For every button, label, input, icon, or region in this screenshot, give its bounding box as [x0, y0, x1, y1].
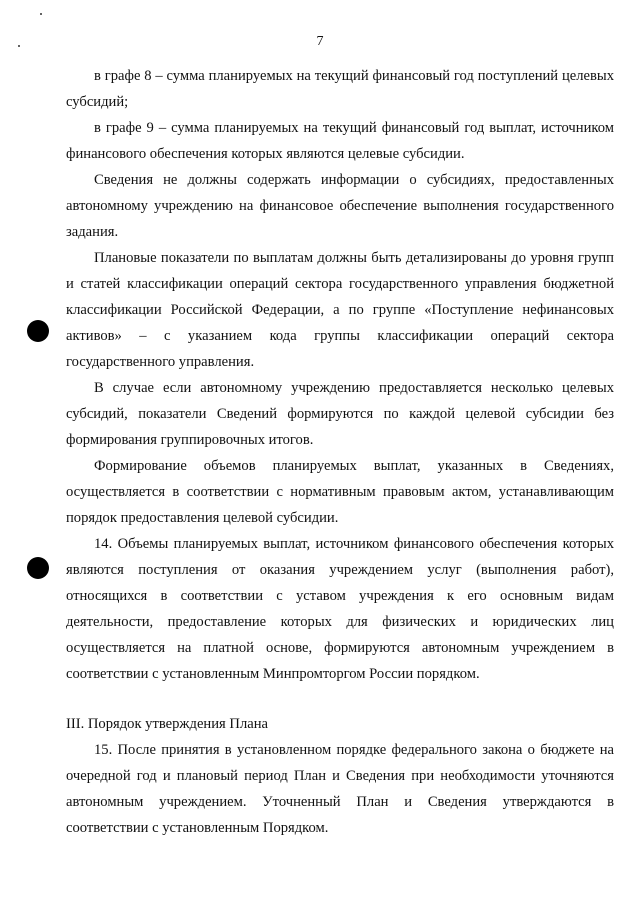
- paragraph-graph-8: в графе 8 – сумма планируемых на текущий финансовый год поступлений целевых субсидий;: [66, 68, 614, 110]
- paragraph-item-15: 15. После принятия в установленном порядке федерального закона о бюджете на очередной год и плановый период План и Сведения при необходимости уточняются автономным учреждением. Уточненный План и Сведения утверждаются в соответствии с установленным Порядком.: [66, 742, 614, 836]
- punch-hole-upper: [27, 320, 49, 342]
- section-title: III. Порядок утверждения Плана: [66, 716, 268, 732]
- page-number: 7: [316, 34, 324, 49]
- paragraph-payment-volumes: Формирование объемов планируемых выплат, указанных в Сведениях, осуществляется в соответствии с нормативным правовым актом, устанавливающим порядок предоставления целевой субсидии.: [66, 458, 614, 526]
- paragraph-multiple-subsidies: В случае если автономному учреждению предоставляется несколько целевых субсидий, показатели Сведений формируются по каждой целевой субсидии без формирования группировочных итогов.: [66, 380, 614, 448]
- document-body: [66, 63, 614, 841]
- paragraph-graph-9: в графе 9 – сумма планируемых на текущий финансовый год выплат, источником финансового обеспечения которых являются целевые субсидии.: [66, 120, 614, 162]
- punch-hole-lower: [27, 557, 49, 579]
- paragraph-item-14: 14. Объемы планируемых выплат, источником финансового обеспечения которых являются поступления от оказания учреждением услуг (выполнения работ), относящихся в соответствии с уставом учреждения к его основным видам деятельности, предоставление которых для физических и юридических лиц осуществляется на платной основе, формируются автономным учреждением в соответствии с установленным Минпромторгом России порядком.: [66, 536, 614, 682]
- paragraph-planned-indicators: Плановые показатели по выплатам должны быть детализированы до уровня групп и статей классификации операций сектора государственного управления бюджетной классификации Российской Федерации, а по группе «Поступление нефинансовых активов» – с указанием кода группы классификации операций сектора государственного управления.: [66, 250, 614, 370]
- paragraph-subsidies-info: Сведения не должны содержать информации о субсидиях, предоставленных автономному учреждению на финансовое обеспечение выполнения государственного задания.: [66, 172, 614, 240]
- scan-speck: [40, 13, 42, 15]
